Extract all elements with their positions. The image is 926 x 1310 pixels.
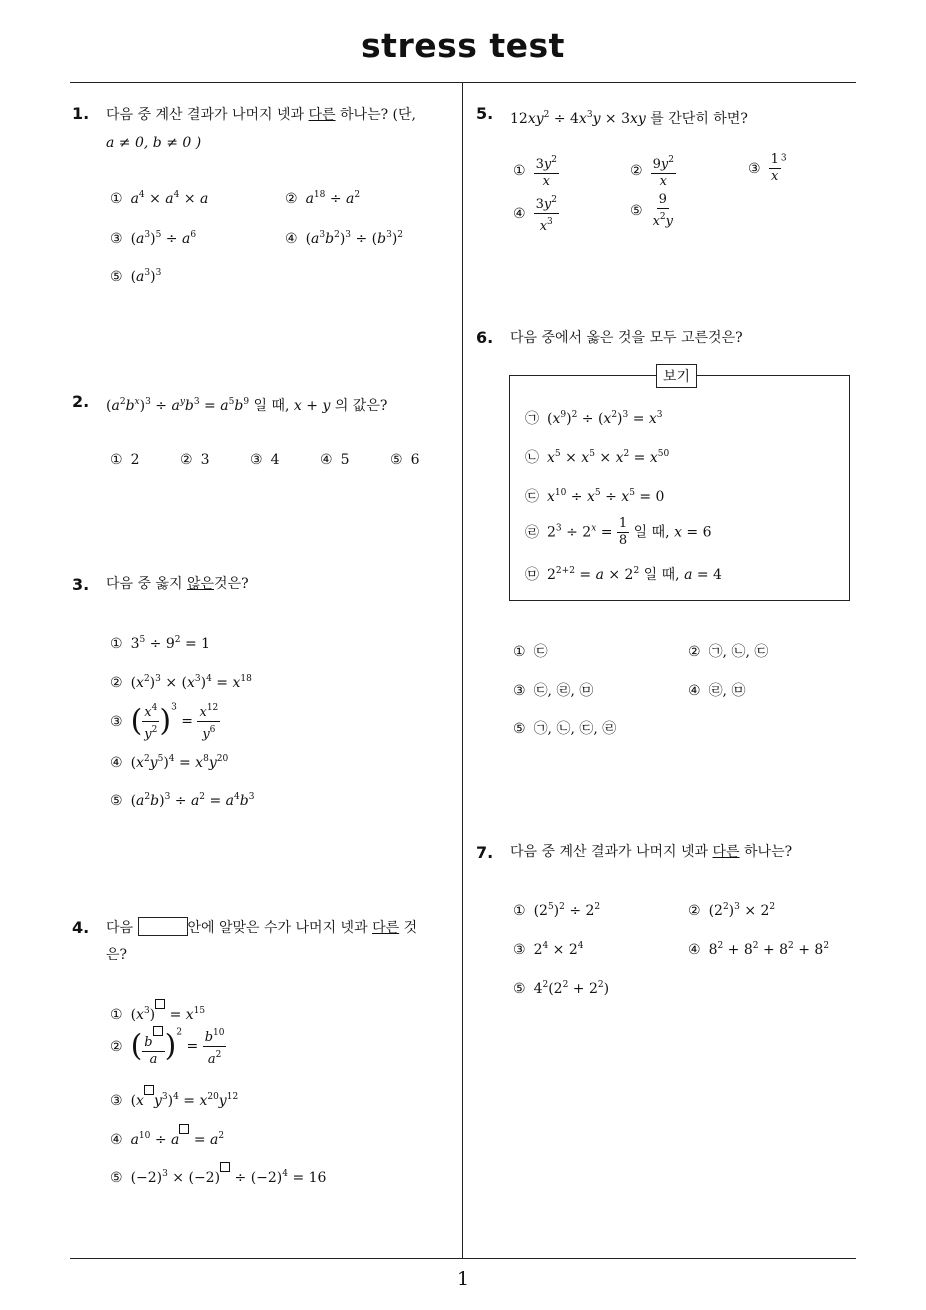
question-number: 3.	[72, 575, 90, 594]
option-1[interactable]: ① $a^4 \times a^4 \times a$	[110, 190, 209, 207]
option-4[interactable]: ④ $(x^2y^5)^4 = x^8y^{20}$	[110, 754, 229, 771]
option-3[interactable]: ③ ㉢, ㉣, ㉤	[513, 683, 594, 699]
option-2[interactable]: ② 3	[180, 452, 210, 468]
option-5[interactable]: ⑤ $(-2)^3 \times (-2) \div (-2)^4 = 16$	[110, 1162, 326, 1186]
column-divider	[462, 83, 463, 1258]
option-1[interactable]: ① 2	[110, 452, 140, 468]
bogi-item-3: ㉢ $x^{10} \div x^5 \div x^5 = 0$	[525, 488, 665, 505]
question-number: 2.	[72, 392, 90, 411]
option-2[interactable]: ② $(x^2)^3 \times (x^3)^4 = x^{18}$	[110, 674, 252, 691]
option-2[interactable]: ② $\frac{9y^2}{x}$	[630, 152, 676, 190]
page-title: stress test	[361, 26, 565, 65]
option-4[interactable]: ④ 5	[320, 452, 350, 468]
question-number: 5.	[476, 104, 494, 123]
question-stem: 다음 중에서 옳은 것을 모두 고른것은?	[510, 330, 743, 346]
option-3[interactable]: ③ $(a^3)^5 \div a^6$	[110, 230, 197, 247]
option-5[interactable]: ⑤ $4^2(2^2 + 2^2)$	[513, 980, 610, 997]
question-stem-cont: 은?	[106, 947, 128, 963]
option-4[interactable]: ④ $a^{10} \div a = a^2$	[110, 1124, 224, 1148]
question-number: 4.	[72, 918, 90, 937]
page-number: 1	[456, 1268, 470, 1290]
option-1[interactable]: ① $(2^5)^2 \div 2^2$	[513, 902, 601, 919]
top-rule	[70, 82, 856, 83]
question-number: 7.	[476, 843, 494, 862]
option-5[interactable]: ⑤ $(a^2b)^3 \div a^2 = a^4b^3$	[110, 792, 255, 809]
question-number: 1.	[72, 104, 90, 123]
option-3[interactable]: ③ ( $\frac{x^4}{y^2}$ )$^3$ = $\frac{x^{12}}{y^6}$	[110, 700, 220, 743]
bogi-item-5: ㉤ $2^{2+2} = a \times 2^2$ 일 때, a = 4	[525, 566, 722, 583]
option-5[interactable]: ⑤ $(a^3)^3$	[110, 268, 162, 285]
option-2[interactable]: ② ㉠, ㉡, ㉢	[688, 644, 769, 660]
option-1[interactable]: ① $(x^3) = x^{15}$	[110, 999, 205, 1023]
question-stem: $(a^2b^x)^3 \div a^yb^3 = a^5b^9$ 일 때, x + y 의 값은?	[106, 397, 388, 414]
question-stem: 다음 안에 알맞은 수가 나머지 넷과 다른 것	[106, 914, 417, 942]
option-2[interactable]: ② $a^{18} \div a^2$	[285, 190, 361, 207]
option-4[interactable]: ④ $8^2 + 8^2 + 8^2 + 8^2$	[688, 941, 830, 958]
option-2[interactable]: ② $(2^2)^3 \times 2^2$	[688, 902, 776, 919]
question-stem: 다음 중 옳지 않은것은?	[106, 576, 249, 592]
option-3[interactable]: ③ 4	[250, 452, 280, 468]
option-2[interactable]: ② ( $\frac{b}{a}$ )$^2$ = $\frac{b^{10}}{a^2}$	[110, 1025, 226, 1068]
option-3[interactable]: ③ $2^4 \times 2^4$	[513, 941, 584, 958]
bogi-item-2: ㉡ $x^5 \times x^5 \times x^2 = x^{50}$	[525, 449, 670, 466]
option-3[interactable]: ③ $\frac{1}{x}$ $^3$	[748, 152, 787, 184]
option-5[interactable]: ⑤ ㉠, ㉡, ㉢, ㉣	[513, 721, 617, 737]
option-3[interactable]: ③ (x $y^3)^4 = x^{20}y^{12}$	[110, 1085, 238, 1109]
option-4[interactable]: ④ $\frac{3y^2}{x^3}$	[513, 192, 559, 235]
option-5[interactable]: ⑤ 6	[390, 452, 420, 468]
bottom-rule	[70, 1258, 856, 1259]
bogi-label: 보기	[656, 364, 697, 388]
question-stem: 다음 중 계산 결과가 나머지 넷과 다른 하나는?	[510, 844, 793, 860]
option-1[interactable]: ① $3^5 \div 9^2 = 1$	[110, 635, 211, 652]
option-1[interactable]: ① ㉢	[513, 644, 548, 660]
bogi-item-4: ㉣ $2^3 \div 2^x$ = $\frac{1}{8}$ 일 때, x = 6	[525, 516, 712, 548]
option-5[interactable]: ⑤ $\frac{9}{x^2y}$	[630, 192, 673, 229]
option-4[interactable]: ④ $(a^3b^2)^3 \div (b^3)^2$	[285, 230, 404, 247]
question-stem: $12xy^2 \div 4x^3y \times 3xy$ 를 간단히 하면?	[510, 110, 748, 127]
option-4[interactable]: ④ ㉣, ㉤	[688, 683, 746, 699]
answer-blank-box	[138, 917, 188, 936]
bogi-item-1: ㉠ $(x^9)^2 \div (x^2)^3 = x^3$	[525, 410, 663, 427]
option-1[interactable]: ① $\frac{3y^2}{x}$	[513, 152, 559, 190]
question-condition: a ≠ 0, b ≠ 0 )	[106, 135, 202, 151]
question-number: 6.	[476, 328, 494, 347]
question-stem: 다음 중 계산 결과가 나머지 넷과 다른 하나는? (단,	[106, 107, 416, 123]
